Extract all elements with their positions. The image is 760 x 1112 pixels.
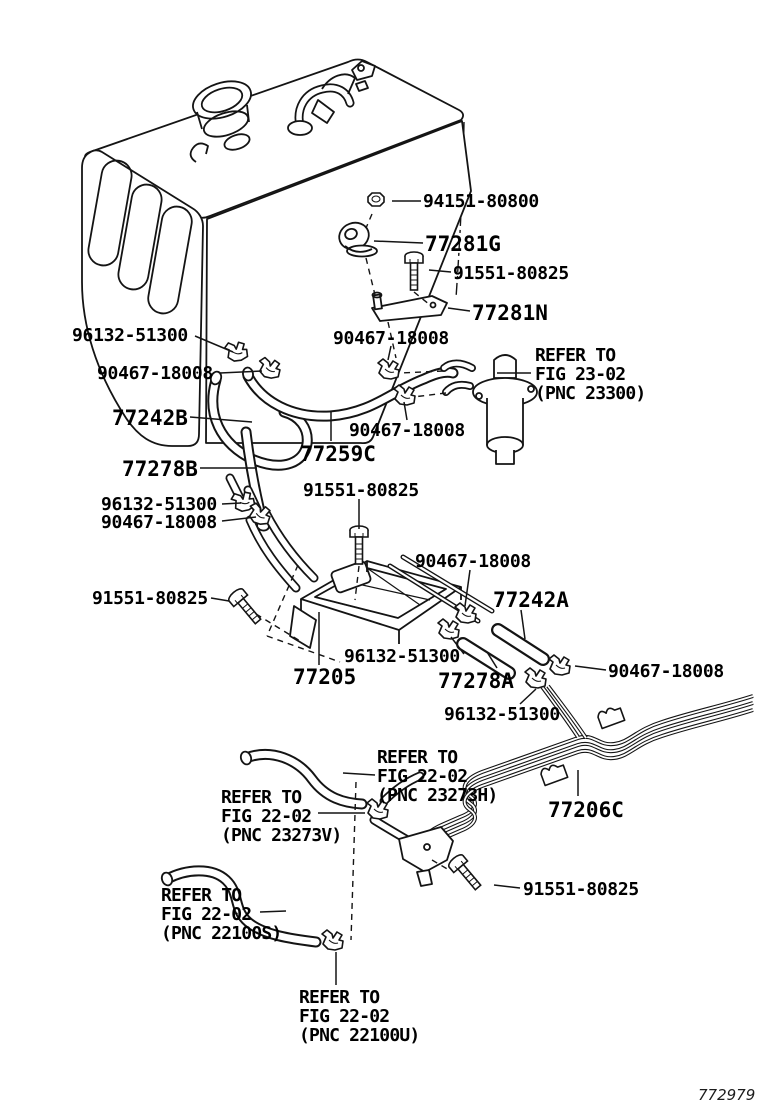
part-number-label: 91551-80825 — [523, 879, 639, 900]
refer-note: REFER TO FIG 22-02 (PNC 23273H) — [377, 747, 498, 806]
part-number-label: 77281G — [425, 232, 501, 256]
part-number-label: 90467-18008 — [415, 551, 531, 572]
figure-code: 772979 — [698, 1086, 756, 1104]
part-number-label: 77259C — [300, 442, 376, 466]
part-number-label: 96132-51300 — [444, 704, 560, 725]
part-number-label: 91551-80825 — [92, 588, 208, 609]
part-number-label: 96132-51300 — [101, 494, 217, 515]
refer-note: REFER TO FIG 22-02 (PNC 23273V) — [221, 787, 342, 846]
part-number-label: 90467-18008 — [333, 328, 449, 349]
part-number-label: 91551-80825 — [453, 263, 569, 284]
part-number-label: 77278B — [122, 457, 198, 481]
refer-note: REFER TO FIG 23-02 (PNC 23300) — [535, 345, 646, 404]
part-number-label: 96132-51300 — [72, 325, 188, 346]
part-number-label: 77278A — [438, 669, 514, 693]
part-number-label: 94151-80800 — [423, 191, 539, 212]
refer-note: REFER TO FIG 22-02 (PNC 22100U) — [299, 987, 420, 1046]
part-number-label: 77206C — [548, 798, 624, 822]
part-number-label: 90467-18008 — [97, 363, 213, 384]
part-number-label: 77205 — [293, 665, 357, 689]
part-number-label: 77242B — [112, 406, 188, 430]
part-number-label: 90467-18008 — [349, 420, 465, 441]
part-number-label: 77242A — [493, 588, 569, 612]
part-number-label: 90467-18008 — [608, 661, 724, 682]
refer-note: REFER TO FIG 22-02 (PNC 22100S) — [161, 885, 282, 944]
part-number-label: 96132-51300 — [344, 646, 460, 667]
part-number-label: 91551-80825 — [303, 480, 419, 501]
part-number-label: 77281N — [472, 301, 548, 325]
part-number-label: 90467-18008 — [101, 512, 217, 533]
